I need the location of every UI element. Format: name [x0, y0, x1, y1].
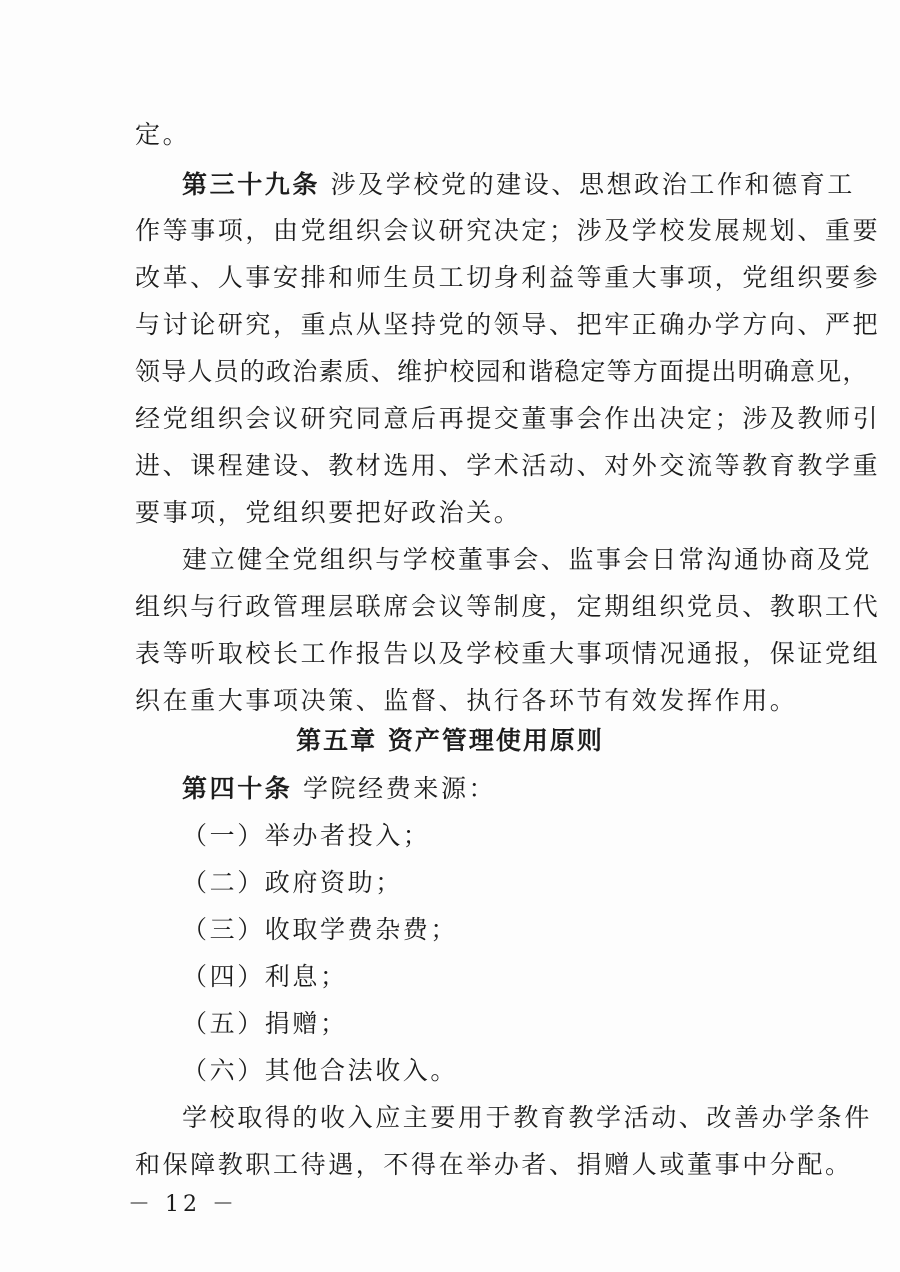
text-line: 组织与行政管理层联席会议等制度，定期组织党员、教职工代: [135, 592, 881, 621]
text-line: 要事项，党组织要把好政治关。: [135, 498, 522, 527]
article-39-first-line: 第三十九条 涉及学校党的建设、思想政治工作和德育工: [182, 170, 855, 199]
article-40-first-line: 第四十条 学院经费来源：: [182, 774, 497, 803]
text-line: 作等事项，由党组织会议研究决定；涉及学校发展规划、重要: [135, 216, 881, 245]
text-line: 与讨论研究，重点从坚持党的领导、把牢正确办学方向、严把: [135, 310, 881, 339]
text-line: 表等听取校长工作报告以及学校重大事项情况通报，保证党组: [135, 639, 881, 668]
list-item: （三）收取学费杂费；: [182, 915, 459, 944]
article-heading: 第四十条: [182, 774, 293, 803]
text-line: 和保障教职工待遇，不得在举办者、捐赠人或董事中分配。: [135, 1150, 853, 1179]
chapter-title: 第五章 资产管理使用原则: [296, 726, 604, 755]
paragraph-first-line: 学校取得的收入应主要用于教育教学活动、改善办学条件: [182, 1103, 873, 1132]
text-line: 织在重大事项决策、监督、执行各环节有效发挥作用。: [135, 686, 798, 715]
text-line: 经党组织会议研究同意后再提交董事会作出决定；涉及教师引: [135, 404, 881, 433]
article-heading: 第三十九条: [182, 170, 321, 199]
list-item: （五）捐赠；: [182, 1009, 348, 1038]
list-item: （二）政府资助；: [182, 868, 403, 897]
text-line: 定。: [135, 120, 191, 149]
list-item: （四）利息；: [182, 962, 348, 991]
text-line: 改革、人事安排和师生员工切身利益等重大事项，党组织要参: [135, 263, 881, 292]
list-item: （六）其他合法收入。: [182, 1056, 459, 1085]
list-item: （一）举办者投入；: [182, 821, 431, 850]
page-number: － 12 －: [128, 1192, 238, 1217]
text-line: 领导人员的政治素质、维护校园和谐稳定等方面提出明确意见，: [135, 357, 869, 386]
text-line: 进、课程建设、教材选用、学术活动、对外交流等教育教学重: [135, 451, 881, 480]
paragraph-first-line: 建立健全党组织与学校董事会、监事会日常沟通协商及党: [182, 545, 873, 574]
